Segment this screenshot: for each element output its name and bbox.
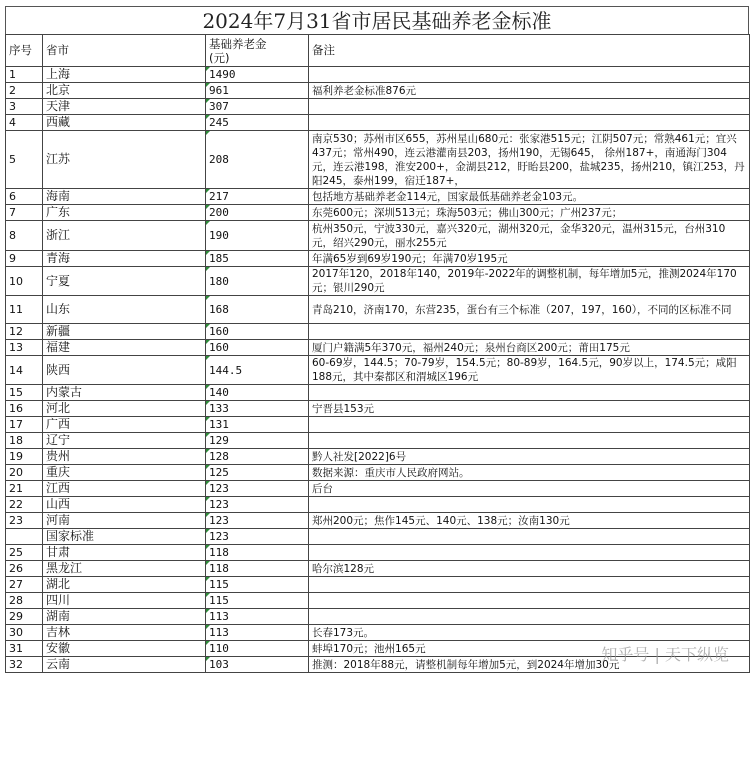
cell-province: 安徽 [43,641,206,657]
cell-province: 吉林 [43,625,206,641]
table-row [6,67,750,83]
cell-note [309,115,750,131]
cell-province: 青海 [43,251,206,267]
cell-amount: 190 [206,221,309,251]
cell-note: 蚌埠170元；池州165元 [309,641,750,657]
cell-index: 15 [6,385,43,401]
cell-amount: 133 [206,401,309,417]
cell-note [309,99,750,115]
cell-province: 山东 [43,296,206,324]
table-row [6,433,750,449]
cell-index: 1 [6,67,43,83]
cell-index: 29 [6,609,43,625]
cell-amount: 113 [206,625,309,641]
cell-province: 陕西 [43,356,206,385]
cell-index: 6 [6,189,43,205]
cell-note: 2017年120，2018年140，2019年-2022年的调整机制，每年增加5元，推测2024年170元；银川290元 [309,267,750,296]
table-row [6,465,750,481]
cell-index: 4 [6,115,43,131]
cell-province: 河南 [43,513,206,529]
cell-province: 广西 [43,417,206,433]
cell-note: 后台 [309,481,750,497]
cell-note: 南京530；苏州市区655，苏州星山680元：张家港515元；江阴507元；常熟461元；宜兴437元；常州490，连云港灌南县203，扬州190，无锡645， 徐州187+，南通海门304元，连云港198，淮安200+，金湖县212，盱眙县200，盐城235，扬州210，镇江253，丹阳245，泰州199，宿迁187+， [309,131,750,189]
cell-index: 3 [6,99,43,115]
cell-note: 哈尔滨128元 [309,561,750,577]
cell-amount: 123 [206,497,309,513]
table-row [6,385,750,401]
cell-province: 黑龙江 [43,561,206,577]
cell-province: 新疆 [43,324,206,340]
cell-note: 年满65岁到69岁190元；年满70岁195元 [309,251,750,267]
cell-note: 郑州200元；焦作145元、140元、138元；汝南130元 [309,513,750,529]
table-body [6,67,750,673]
table-row [6,609,750,625]
table-row [6,189,750,205]
table-row [6,131,750,189]
cell-index: 14 [6,356,43,385]
cell-index: 9 [6,251,43,267]
cell-note [309,593,750,609]
cell-amount: 123 [206,481,309,497]
table-row [6,83,750,99]
cell-amount: 1490 [206,67,309,83]
spreadsheet [5,6,749,673]
cell-province: 上海 [43,67,206,83]
cell-note [309,545,750,561]
cell-province: 宁夏 [43,267,206,296]
cell-province: 湖南 [43,609,206,625]
cell-index: 2 [6,83,43,99]
table-row [6,497,750,513]
cell-note: 宁晋县153元 [309,401,750,417]
table-row [6,356,750,385]
cell-index: 19 [6,449,43,465]
header-province: 省市 [43,35,206,67]
cell-note [309,497,750,513]
cell-index: 30 [6,625,43,641]
cell-note [309,433,750,449]
cell-index: 5 [6,131,43,189]
cell-amount: 118 [206,561,309,577]
table-row [6,417,750,433]
table-row [6,115,750,131]
cell-amount: 113 [206,609,309,625]
table-row [6,545,750,561]
cell-amount: 200 [206,205,309,221]
cell-amount: 123 [206,529,309,545]
cell-note: 数据来源：重庆市人民政府网站。 [309,465,750,481]
cell-note: 厦门户籍满5年370元，福州240元；泉州台商区200元；莆田175元 [309,340,750,356]
cell-note: 推测：2018年88元，请整机制每年增加5元，到2024年增加30元 [309,657,750,673]
cell-province: 山西 [43,497,206,513]
cell-note [309,529,750,545]
table-row [6,205,750,221]
table-row [6,99,750,115]
watermark: 知乎号 | 天下纵览 [601,645,729,664]
cell-note [309,385,750,401]
cell-amount: 128 [206,449,309,465]
cell-province: 海南 [43,189,206,205]
cell-province: 北京 [43,83,206,99]
cell-note: 杭州350元，宁波330元，嘉兴320元，湖州320元，金华320元，温州315元，台州310元，绍兴290元，丽水255元 [309,221,750,251]
cell-note: 包括地方基础养老金114元，国家最低基础养老金103元。 [309,189,750,205]
cell-note: 东莞600元；深圳513元；珠海503元；佛山300元；广州237元； [309,205,750,221]
cell-amount: 115 [206,593,309,609]
table-row [6,340,750,356]
cell-province: 江苏 [43,131,206,189]
cell-amount: 208 [206,131,309,189]
cell-index: 16 [6,401,43,417]
cell-amount: 103 [206,657,309,673]
cell-amount: 160 [206,324,309,340]
cell-amount: 160 [206,340,309,356]
cell-province: 浙江 [43,221,206,251]
cell-province: 国家标准 [43,529,206,545]
cell-note [309,417,750,433]
cell-index: 23 [6,513,43,529]
cell-province: 河北 [43,401,206,417]
cell-index: 7 [6,205,43,221]
cell-amount: 118 [206,545,309,561]
cell-province: 云南 [43,657,206,673]
cell-index: 26 [6,561,43,577]
table-row [6,529,750,545]
cell-amount: 115 [206,577,309,593]
cell-index: 18 [6,433,43,449]
cell-index: 27 [6,577,43,593]
cell-index [6,529,43,545]
table-row [6,481,750,497]
cell-note [309,577,750,593]
cell-province: 甘肃 [43,545,206,561]
table-row [6,324,750,340]
cell-province: 天津 [43,99,206,115]
cell-province: 西藏 [43,115,206,131]
cell-index: 12 [6,324,43,340]
pension-table [5,34,750,673]
cell-index: 11 [6,296,43,324]
cell-amount: 110 [206,641,309,657]
table-row [6,593,750,609]
cell-amount: 307 [206,99,309,115]
cell-amount: 168 [206,296,309,324]
cell-province: 广东 [43,205,206,221]
cell-note: 60-69岁，144.5；70-79岁，154.5元；80-89岁，164.5元，90岁以上，174.5元；咸阳188元，其中秦都区和渭城区196元 [309,356,750,385]
cell-amount: 217 [206,189,309,205]
cell-note [309,324,750,340]
cell-index: 20 [6,465,43,481]
table-row [6,577,750,593]
cell-province: 四川 [43,593,206,609]
cell-amount: 180 [206,267,309,296]
cell-note: 青岛210，济南170，东营235，蛋台有三个标准（207，197，160），不同的区标准不同 [309,296,750,324]
header-note: 备注 [309,35,750,67]
cell-index: 31 [6,641,43,657]
cell-amount: 144.5 [206,356,309,385]
cell-province: 福建 [43,340,206,356]
cell-province: 江西 [43,481,206,497]
cell-province: 辽宁 [43,433,206,449]
table-row [6,221,750,251]
cell-index: 8 [6,221,43,251]
table-row [6,625,750,641]
cell-province: 内蒙古 [43,385,206,401]
cell-amount: 185 [206,251,309,267]
cell-note: 长春173元。 [309,625,750,641]
cell-amount: 131 [206,417,309,433]
cell-index: 22 [6,497,43,513]
cell-index: 28 [6,593,43,609]
header-row [6,35,750,67]
cell-note [309,609,750,625]
cell-index: 21 [6,481,43,497]
cell-index: 10 [6,267,43,296]
cell-index: 17 [6,417,43,433]
cell-index: 25 [6,545,43,561]
table-row [6,513,750,529]
cell-province: 重庆 [43,465,206,481]
cell-amount: 125 [206,465,309,481]
cell-index: 32 [6,657,43,673]
cell-province: 贵州 [43,449,206,465]
cell-amount: 245 [206,115,309,131]
cell-amount: 140 [206,385,309,401]
cell-note [309,67,750,83]
table-row [6,267,750,296]
table-title: 2024年7月31省市居民基础养老金标准 [5,6,749,34]
cell-note: 福利养老金标准876元 [309,83,750,99]
cell-province: 湖北 [43,577,206,593]
cell-amount: 961 [206,83,309,99]
cell-amount: 129 [206,433,309,449]
table-row [6,449,750,465]
cell-amount: 123 [206,513,309,529]
table-row [6,251,750,267]
cell-index: 13 [6,340,43,356]
header-amount: 基础养老金 (元) [206,35,309,67]
table-row [6,296,750,324]
table-row [6,401,750,417]
table-row [6,561,750,577]
header-idx: 序号 [6,35,43,67]
cell-note: 黔人社发[2022]6号 [309,449,750,465]
